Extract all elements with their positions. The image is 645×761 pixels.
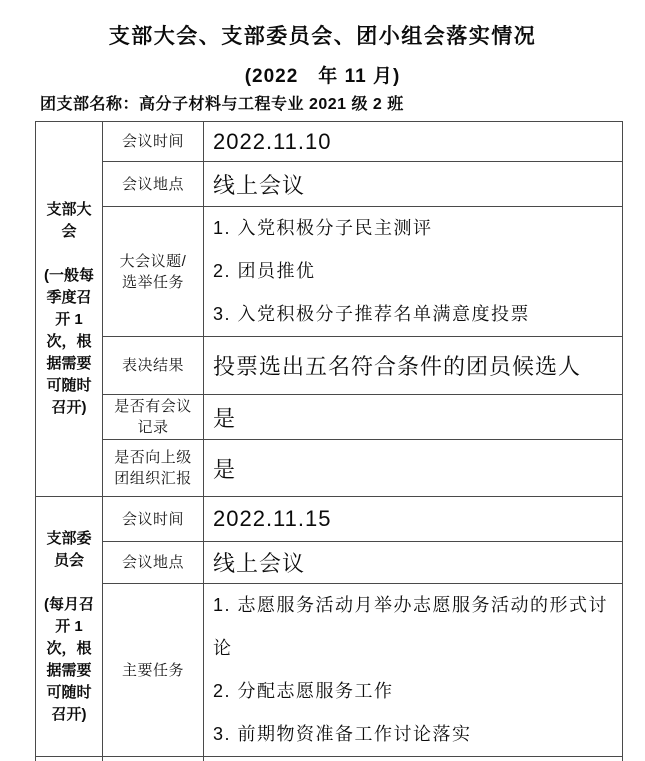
section-title: 支部大会 [46, 201, 92, 240]
list-item: 2. 分配志愿服务工作 [213, 681, 394, 701]
section-note: (一般每季度召开 1 次，根据需要可随时召开) [44, 267, 94, 416]
table-row [36, 162, 623, 207]
list-item: 1. 入党积极分子民主测评 [213, 218, 433, 238]
row-value-has-minutes: 是 [204, 395, 623, 440]
table-row [36, 542, 623, 584]
table-row [36, 584, 623, 757]
row-label-reported-upward: 是否向上级团组织汇报 [103, 440, 204, 497]
table-row [36, 122, 623, 162]
list-item: 3. 入党积极分子推荐名单满意度投票 [213, 304, 531, 324]
row-value-meeting-place: 线上会议 [204, 542, 623, 584]
table-row [36, 337, 623, 395]
list-item: 1. 志愿服务活动月举办志愿服务活动的形式讨论 [213, 595, 609, 658]
table-row [36, 395, 623, 440]
row-label-meeting-place: 会议地点 [103, 162, 204, 207]
branch-name-label: 团支部名称：高分子材料与工程专业 2021 级 2 班 [40, 96, 404, 113]
section-note: (每月召开 1 次，根据需要可随时召开) [44, 595, 94, 723]
row-value-reported-upward: 是 [204, 440, 623, 497]
meeting-implementation-table [35, 121, 623, 761]
table-row [36, 497, 623, 542]
row-label-meeting-place: 会议地点 [103, 542, 204, 584]
row-value-meeting-time: 2022.11.15 [204, 497, 623, 542]
table-row [36, 440, 623, 497]
empty-cell [36, 757, 103, 761]
row-value-meeting-topics [204, 207, 623, 337]
page-title: 支部大会、支部委员会、团小组会落实情况 [108, 25, 537, 48]
row-label-meeting-topics: 大会议题/选举任务 [103, 207, 204, 337]
row-value-meeting-place: 线上会议 [204, 162, 623, 207]
section-title: 支部委员会 [46, 529, 92, 569]
row-label-vote-result: 表决结果 [103, 337, 204, 395]
table-row [36, 207, 623, 337]
row-value-main-tasks [204, 584, 623, 757]
section-header-branch-committee [36, 497, 103, 757]
table-row-partial [36, 757, 623, 761]
row-label-meeting-time: 会议时间 [103, 497, 204, 542]
page-subtitle: (2022 年 11 月) [244, 66, 401, 87]
list-item: 2. 团员推优 [213, 261, 316, 281]
empty-cell [103, 757, 204, 761]
row-value-vote-result: 投票选出五名符合条件的团员候选人 [204, 337, 623, 395]
list-item: 3. 前期物资准备工作讨论落实 [213, 724, 472, 744]
section-header-branch-general-meeting [36, 122, 103, 497]
empty-cell [204, 757, 623, 761]
row-value-meeting-time: 2022.11.10 [204, 122, 623, 162]
row-label-meeting-time: 会议时间 [103, 122, 204, 162]
row-label-main-tasks: 主要任务 [103, 584, 204, 757]
row-label-has-minutes: 是否有会议记录 [103, 395, 204, 440]
